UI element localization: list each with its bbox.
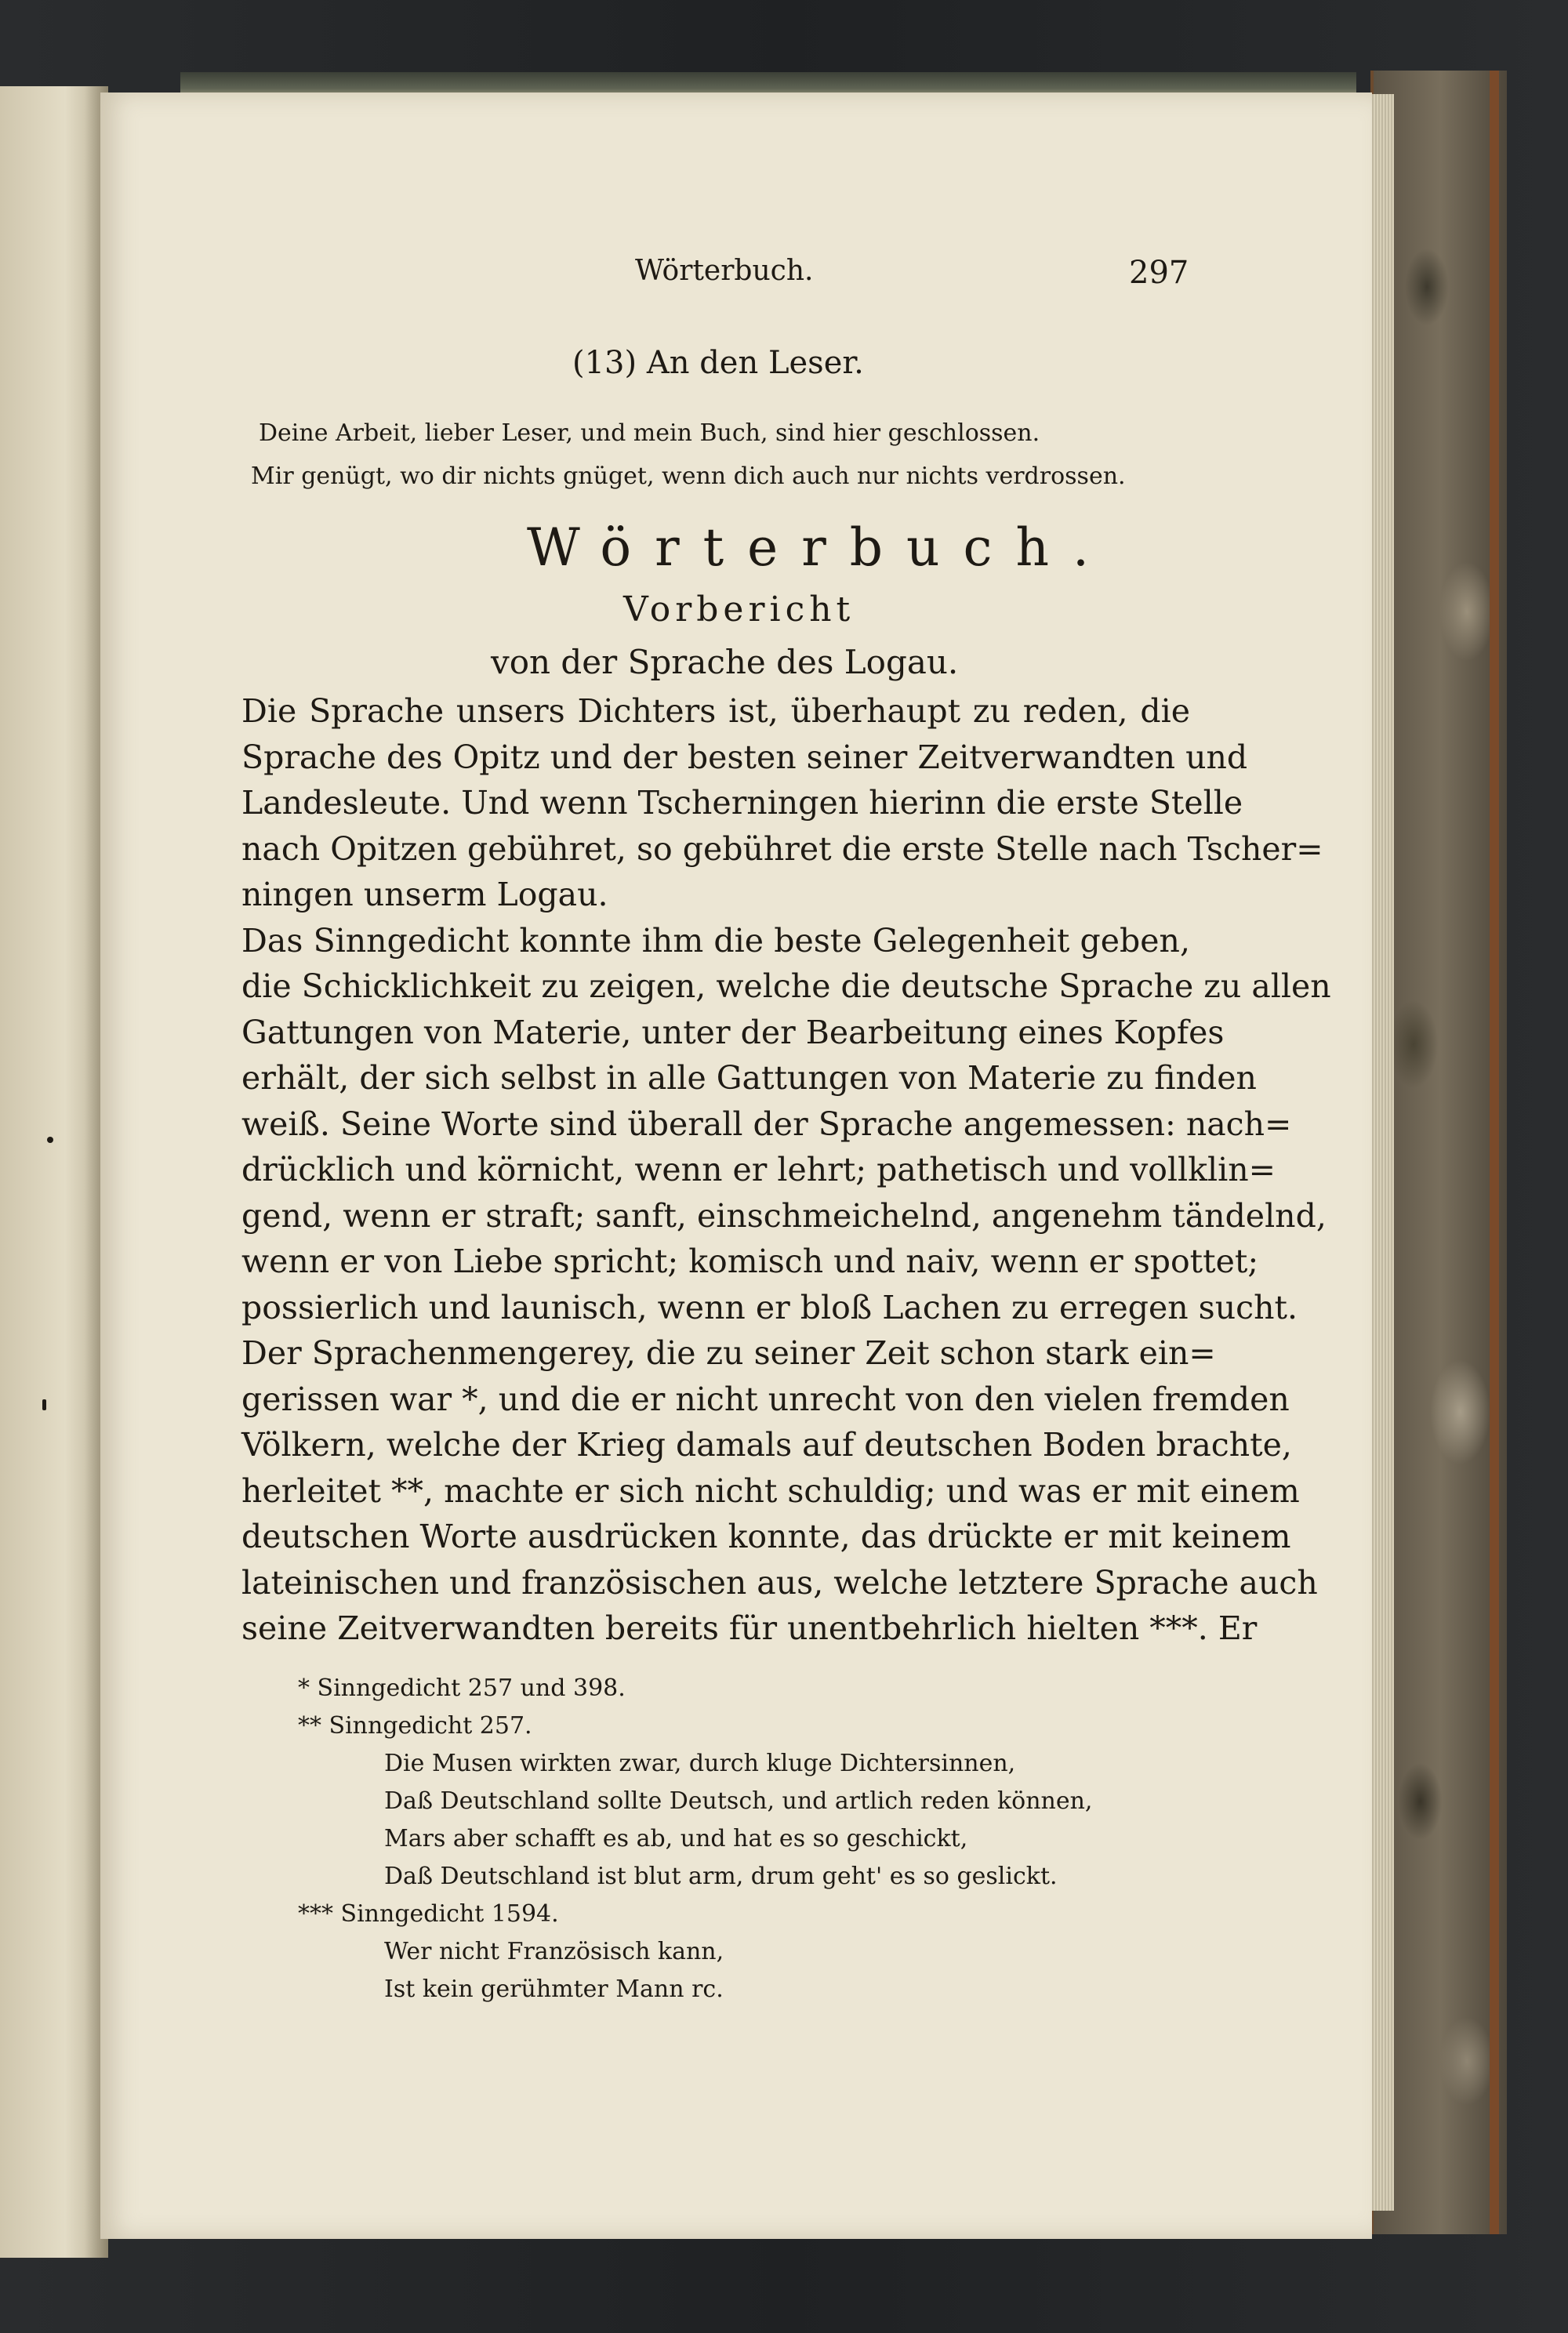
body-line: Sprache des Opitz und der besten seiner Zeitverwandten und: [241, 738, 1248, 776]
footnote-2: ** Sinngedicht 257.: [298, 1712, 532, 1740]
footnote-1: * Sinngedicht 257 und 398.: [298, 1674, 626, 1702]
page-number: 297: [1129, 255, 1189, 291]
body-line: weiß. Seine Worte sind überall der Sprache angemessen: nach=: [241, 1105, 1292, 1143]
epigram-line-2: Mir genügt, wo dir nichts gnüget, wenn dich auch nur nichts verdrossen.: [251, 463, 1126, 490]
body-line: ningen unserm Logau.: [241, 876, 608, 913]
body-line: possierlich und launisch, wenn er bloß Lachen zu erregen sucht.: [241, 1288, 1298, 1326]
body-line: deutschen Worte ausdrücken konnte, das drückte er mit keinem: [241, 1518, 1291, 1555]
body-line: seine Zeitverwandten bereits für unentbehrlich hielten ***. Er: [241, 1609, 1258, 1647]
subtitle-2: von der Sprache des Logau.: [491, 643, 959, 681]
footnotes: [298, 1670, 1160, 2008]
body-line: Gattungen von Materie, unter der Bearbeitung eines Kopfes: [241, 1013, 1225, 1051]
body-line: erhält, der sich selbst in alle Gattungen von Materie zu finden: [241, 1059, 1257, 1097]
footnote-verse-line: Daß Deutschland ist blut arm, drum geht' es so geslickt.: [384, 1863, 1058, 1890]
footnote-verse-line: Daß Deutschland sollte Deutsch, und artlich reden können,: [384, 1787, 1093, 1815]
ink-speck: [47, 1137, 53, 1143]
body-text: [241, 688, 1331, 1652]
body-line: nach Opitzen gebühret, so gebühret die erste Stelle nach Tscher=: [241, 829, 1323, 868]
running-title: Wörterbuch.: [635, 255, 814, 287]
facing-page-edge: [0, 86, 108, 2258]
footnote-verse-line: Mars aber schafft es ab, und hat es so geschickt,: [384, 1825, 968, 1852]
cover-edge: [1490, 71, 1499, 2234]
body-line: drücklich und körnicht, wenn er lehrt; pathetisch und vollklin=: [241, 1151, 1276, 1188]
ink-speck: [42, 1399, 46, 1410]
footnote-verse-line: Ist kein gerühmter Mann rc.: [384, 1976, 724, 2003]
body-line: Der Sprachenmengerey, die zu seiner Zeit schon stark ein=: [241, 1334, 1216, 1372]
footnote-3: *** Sinngedicht 1594.: [298, 1900, 559, 1928]
body-line: wenn er von Liebe spricht; komisch und naiv, wenn er spottet;: [241, 1243, 1259, 1280]
body-line: Landesleute. Und wenn Tscherningen hierinn die erste Stelle: [241, 784, 1243, 822]
body-line: Das Sinngedicht konnte ihm die beste Gelegenheit geben,: [241, 921, 1190, 960]
subtitle: Vorbericht: [623, 590, 855, 630]
body-line: herleitet **, machte er sich nicht schuldig; und was er mit einem: [241, 1471, 1300, 1510]
main-title: Wörterbuch.: [527, 517, 1112, 578]
body-line: Die Sprache unsers Dichters ist, überhaupt zu reden, die: [241, 692, 1190, 730]
body-line: die Schicklichkeit zu zeigen, welche die deutsche Sprache zu allen: [241, 967, 1331, 1005]
body-line: gend, wenn er straft; sanft, einschmeichelnd, angenehm tändelnd,: [241, 1196, 1327, 1235]
epigram-line-1: Deine Arbeit, lieber Leser, und mein Buch, sind hier geschlossen.: [259, 419, 1040, 447]
footnote-verse-line: Wer nicht Französisch kann,: [384, 1938, 724, 1965]
body-line: lateinischen und französischen aus, welche letztere Sprache auch: [241, 1563, 1318, 1602]
body-line: Völkern, welche der Krieg damals auf deutschen Boden brachte,: [241, 1426, 1292, 1464]
footnote-verse-line: Die Musen wirkten zwar, durch kluge Dichtersinnen,: [384, 1750, 1016, 1777]
epigram-title: (13) An den Leser.: [572, 345, 864, 381]
body-line: gerissen war *, und die er nicht unrecht von den vielen fremden: [241, 1380, 1290, 1418]
